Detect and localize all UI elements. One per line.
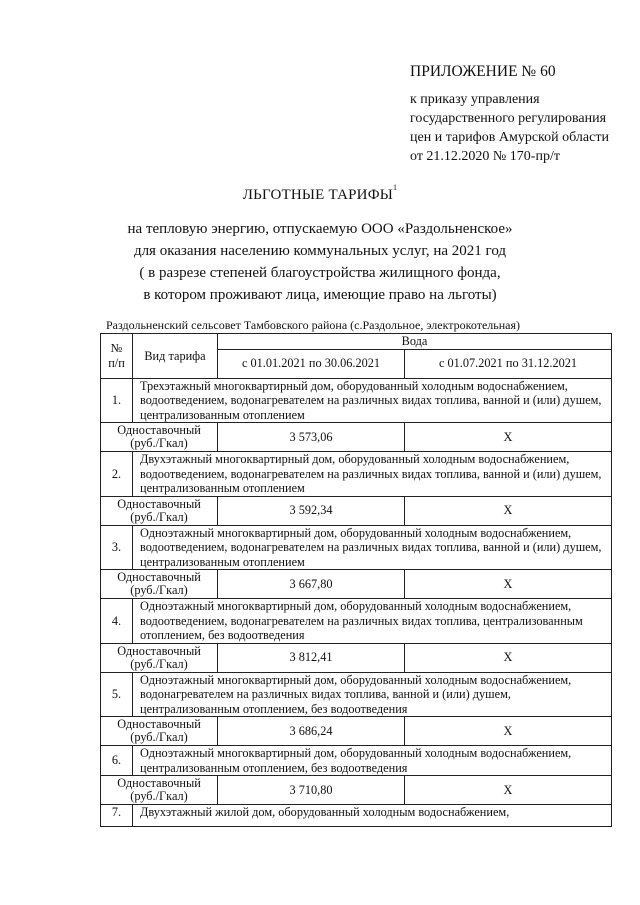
price-period-2: X xyxy=(405,496,612,525)
row-description: Одноэтажный многоквартирный дом, оборудованный холодным водоснабжением, водоотведением, водонагревателем на различных видах топлива, ванной и (или) душем, централизованным отоплением xyxy=(133,525,612,570)
price-row xyxy=(101,496,612,525)
appendix-block xyxy=(410,62,640,166)
subtitle-line: в котором проживают лица, имеющие право на льготы) xyxy=(143,287,497,303)
document-title xyxy=(0,183,640,204)
price-period-1: 3 686,24 xyxy=(218,717,405,746)
rate-label-text: Одноставочный (руб./Гкал) xyxy=(117,423,201,450)
price-period-1: 3 812,41 xyxy=(218,643,405,672)
header-period-2: с 01.07.2021 по 31.12.2021 xyxy=(405,349,612,378)
row-description: Одноэтажный многоквартирный дом, оборудованный холодным водоснабжением, централизованным отоплением, без водоотведения xyxy=(133,746,612,776)
price-period-2: X xyxy=(405,643,612,672)
row-number: 1. xyxy=(101,378,133,423)
rate-label xyxy=(101,717,218,746)
price-period-1: 3 573,06 xyxy=(218,423,405,452)
price-period-1: 3 667,80 xyxy=(218,570,405,599)
appendix-line: государственного регулирования xyxy=(410,111,607,126)
price-period-2: X xyxy=(405,423,612,452)
price-row xyxy=(101,776,612,805)
price-period-2: X xyxy=(405,776,612,805)
document-title-text: ЛЬГОТНЫЕ ТАРИФЫ xyxy=(242,187,394,203)
rate-label xyxy=(101,496,218,525)
row-number: 4. xyxy=(101,599,133,644)
header-num xyxy=(101,334,133,379)
price-row xyxy=(101,643,612,672)
row-description: Трехэтажный многоквартирный дом, оборудованный холодным водоснабжением, водоотведением, водонагревателем на различных видах топлива, ванной и (или) душем, централизованным отоплением xyxy=(133,378,612,423)
price-period-2: X xyxy=(405,570,612,599)
price-period-1: 3 592,34 xyxy=(218,496,405,525)
subtitle-line: для оказания населению коммунальных услуг, на 2021 год xyxy=(133,243,507,259)
tariff-table xyxy=(100,333,612,827)
row-number: 6. xyxy=(101,746,133,776)
rate-label xyxy=(101,776,218,805)
table-row xyxy=(101,805,612,827)
table-row xyxy=(101,452,612,497)
header-type: Вид тарифа xyxy=(133,334,218,379)
appendix-title: ПРИЛОЖЕНИЕ № 60 xyxy=(410,63,556,80)
rate-label-text: Одноставочный (руб./Гкал) xyxy=(117,643,201,671)
row-description: Двухэтажный многоквартирный дом, оборудованный холодным водоснабжением, водоотведением, водонагревателем на различных видах топлива, ванной и (или) душем, централизованным отоплением xyxy=(133,452,612,497)
header-water: Вода xyxy=(218,334,612,350)
row-number: 5. xyxy=(101,672,133,717)
appendix-line: от 21.12.2020 № 170-пр/т xyxy=(410,149,560,164)
price-period-1: 3 710,80 xyxy=(218,776,405,805)
rate-label xyxy=(101,570,218,599)
row-number: 7. xyxy=(101,805,133,827)
rate-label xyxy=(101,643,218,672)
table-row xyxy=(101,672,612,717)
appendix-line: цен и тарифов Амурской области xyxy=(410,130,609,145)
price-row xyxy=(101,717,612,746)
footnote-marker: 1 xyxy=(393,183,398,192)
rate-label-text: Одноставочный (руб./Гкал) xyxy=(117,776,201,803)
table-row xyxy=(101,746,612,776)
price-period-2: X xyxy=(405,717,612,746)
rate-label-text: Одноставочный (руб./Гкал) xyxy=(117,570,201,597)
document-subtitle xyxy=(0,218,640,306)
row-number: 2. xyxy=(101,452,133,497)
rate-label xyxy=(101,423,218,452)
table-row xyxy=(101,599,612,644)
region-caption: Раздольненский сельсовет Тамбовского района (с.Раздольное, электрокотельная) xyxy=(106,318,520,332)
rate-label-text: Одноставочный (руб./Гкал) xyxy=(117,717,201,744)
row-number: 3. xyxy=(101,525,133,570)
page-bottom-margin xyxy=(0,836,640,905)
price-row xyxy=(101,570,612,599)
table-row xyxy=(101,525,612,570)
header-num-text: № п/п xyxy=(108,341,125,370)
appendix-line: к приказу управления xyxy=(410,92,540,107)
subtitle-line: ( в разрезе степеней благоустройства жилищного фонда, xyxy=(139,265,501,281)
price-row xyxy=(101,423,612,452)
subtitle-line: на тепловую энергию, отпускаемую ООО «Раздольненское» xyxy=(127,221,513,237)
table-row xyxy=(101,378,612,423)
row-description: Одноэтажный многоквартирный дом, оборудованный холодным водоснабжением, водонагревателем на различных видах топлива, ванной и (или) душем, централизованным отоплением, без водоотведения xyxy=(133,672,612,717)
header-period-1: с 01.01.2021 по 30.06.2021 xyxy=(218,349,405,378)
row-description: Двухэтажный жилой дом, оборудованный холодным водоснабжением, xyxy=(133,805,612,827)
row-description: Одноэтажный многоквартирный дом, оборудованный холодным водоснабжением, водоотведением, водонагревателем на различных видах топлива, централизованным отоплением, без водоотведения xyxy=(133,599,612,644)
rate-label-text: Одноставочный (руб./Гкал) xyxy=(117,496,201,524)
